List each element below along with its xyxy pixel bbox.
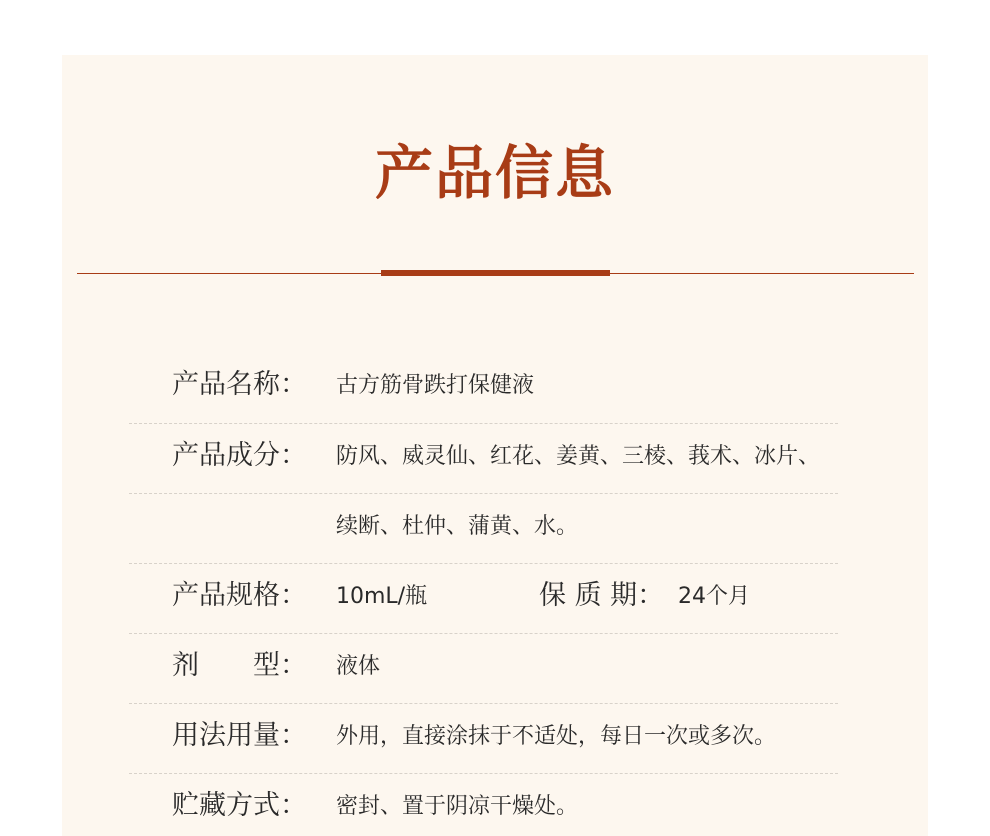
form-label: 剂 型： (172, 650, 307, 681)
info-row-usage (0, 721, 990, 751)
shelf-life-value: 24个月 (678, 584, 750, 609)
title-divider-accent (381, 270, 610, 276)
shelf-life-label: 保 质 期： (539, 580, 665, 611)
row-divider (129, 493, 838, 494)
storage-value: 密封、置于阴凉干燥处。 (336, 794, 579, 819)
info-row-form (0, 651, 990, 681)
storage-label: 贮藏方式： (172, 790, 307, 821)
row-divider (129, 703, 838, 704)
ingredients-value-line2: 续断、杜仲、蒲黄、水。 (336, 514, 579, 539)
info-row-ingredients-cont (0, 511, 990, 541)
usage-label: 用法用量： (172, 720, 307, 751)
spec-label: 产品规格： (172, 580, 307, 611)
page-title: 产品信息 (374, 139, 615, 207)
ingredients-label: 产品成分： (172, 440, 307, 471)
info-row-name (0, 370, 990, 400)
row-divider (129, 423, 838, 424)
row-divider (129, 563, 838, 564)
name-value: 古方筋骨跌打保健液 (336, 373, 535, 398)
info-row-ingredients (0, 441, 990, 471)
info-row-spec (0, 581, 990, 611)
ingredients-value-line1: 防风、威灵仙、红花、姜黄、三棱、莪术、冰片、 (336, 444, 821, 469)
name-label: 产品名称： (172, 369, 307, 400)
form-value: 液体 (336, 654, 381, 679)
spec-value: 10mL/瓶 (336, 584, 428, 609)
row-divider (129, 773, 838, 774)
row-divider (129, 633, 838, 634)
usage-value: 外用，直接涂抹于不适处，每日一次或多次。 (336, 724, 777, 749)
info-row-storage (0, 791, 990, 821)
